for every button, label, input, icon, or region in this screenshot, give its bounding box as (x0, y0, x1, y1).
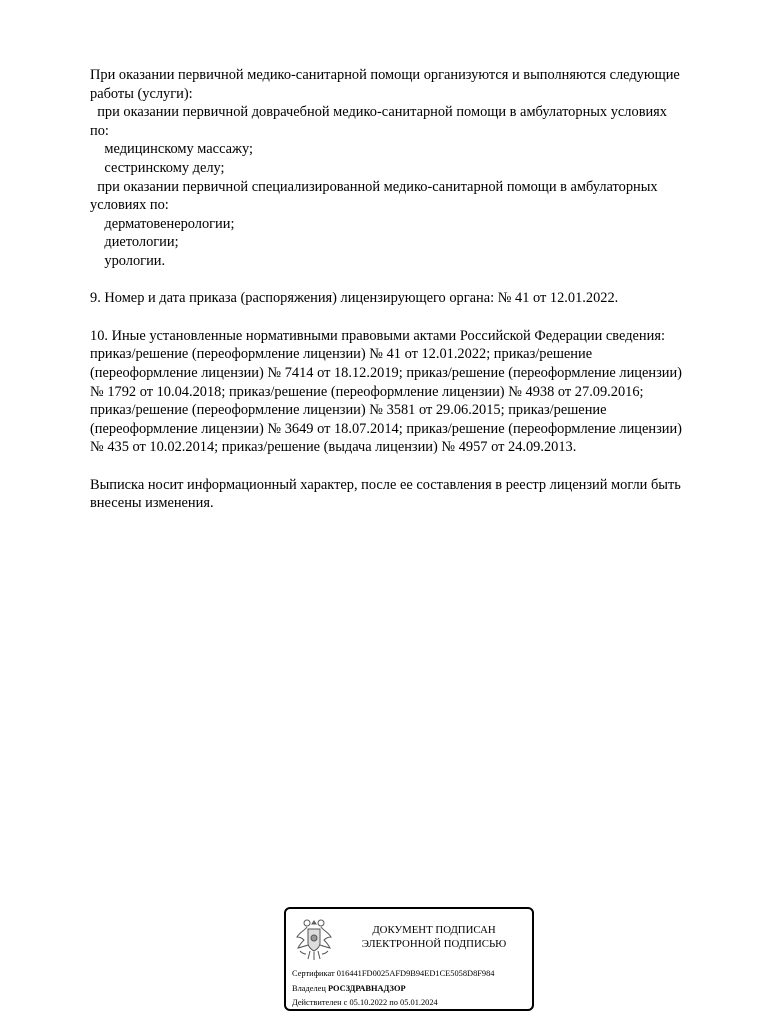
text-line: урологии. (104, 252, 166, 269)
electronic-signature-stamp (284, 907, 534, 1011)
text-line: (переоформление лицензии) № 7414 от 18.12.2019; приказ/решение (переоформление лицензии) (90, 364, 682, 381)
text-line: по: (90, 122, 109, 139)
stamp-title-line-1: ДОКУМЕНТ ПОДПИСАН (372, 924, 496, 936)
text-line: 9. Номер и дата приказа (распоряжения) лицензирующего органа: № 41 от 12.01.2022. (90, 290, 619, 307)
text-line: Выписка носит информационный характер, после ее составления в реестр лицензий могли быть (90, 476, 681, 493)
text-line: приказ/решение (переоформление лицензии) № 3581 от 29.06.2015; приказ/решение (90, 402, 607, 419)
certificate-label: Сертификат (292, 969, 335, 978)
coat-of-arms-icon (294, 915, 334, 963)
text-line: № 435 от 10.02.2014; приказ/решение (выдача лицензии) № 4957 от 24.09.2013. (90, 439, 577, 456)
stamp-info (292, 967, 494, 1011)
text-line: дерматовенерологии; (104, 215, 235, 232)
validity-row (292, 996, 494, 1011)
text-line: приказ/решение (переоформление лицензии) № 41 от 12.01.2022; приказ/решение (90, 346, 593, 363)
owner-value: РОСЗДРАВНАДЗОР (327, 983, 406, 993)
paragraph-gap (90, 271, 730, 290)
text-line: работы (услуги): (90, 85, 193, 102)
text-line: № 1792 от 10.04.2018; приказ/решение (переоформление лицензии) № 4938 от 27.09.2016; (90, 383, 644, 400)
text-line: медицинскому массажу; (104, 141, 253, 158)
stamp-title (340, 923, 528, 951)
validity-text: Действителен с 05.10.2022 по 05.01.2024 (292, 998, 438, 1007)
owner-label: Владелец (292, 983, 326, 993)
certificate-value: 016441FD0025AFD9B94ED1CE5058D8F984 (336, 969, 495, 978)
text-line: внесены изменения. (90, 495, 214, 512)
text-line: при оказании первичной доврачебной медико-санитарной помощи в амбулаторных условиях (97, 104, 667, 121)
paragraph-gap (90, 308, 730, 327)
paragraph-gap (90, 457, 730, 476)
stamp-title-line-2: ЭЛЕКТРОННОЙ ПОДПИСЬЮ (361, 938, 507, 950)
text-line: (переоформление лицензии) № 3649 от 18.07.2014; приказ/решение (переоформление лицензии) (90, 420, 682, 437)
text-line: сестринскому делу; (104, 159, 225, 176)
document-body (90, 66, 730, 513)
text-line: условиях по: (90, 197, 169, 214)
text-line: диетологии; (104, 234, 179, 251)
certificate-row (292, 967, 494, 982)
text-line: При оказании первичной медико-санитарной помощи организуются и выполняются следующие (90, 67, 680, 83)
text-line: 10. Иные установленные нормативными правовыми актами Российской Федерации сведения: (90, 327, 665, 344)
owner-row (292, 982, 494, 997)
text-line: при оказании первичной специализированной медико-санитарной помощи в амбулаторных (97, 178, 658, 195)
